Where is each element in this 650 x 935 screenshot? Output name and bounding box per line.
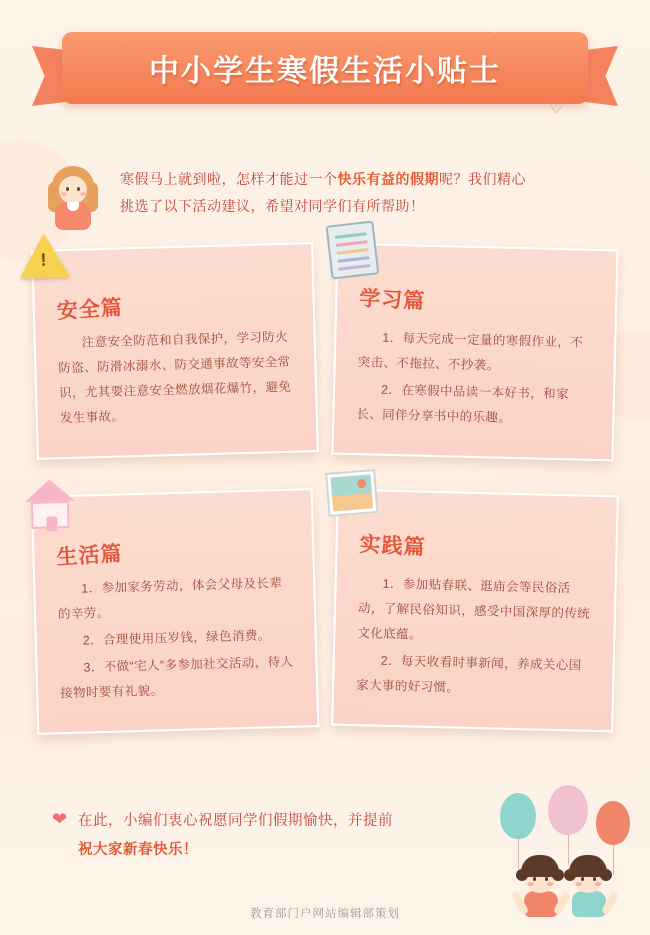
- pink-balloon-icon: [548, 785, 588, 835]
- card-paragraph: 1．参加家务劳动，体会父母及长辈的辛劳。: [57, 576, 283, 622]
- footer-line2: 祝大家新春快乐！: [78, 842, 198, 858]
- card-practice: [334, 492, 616, 731]
- girl-avatar-icon: [40, 158, 106, 232]
- intro-highlight: 快乐有益的假期: [337, 171, 439, 187]
- heart-icon: ♡: [150, 24, 159, 35]
- card-life: [34, 492, 316, 731]
- card-text-life: [57, 571, 295, 706]
- heart-icon: ♡: [489, 22, 500, 36]
- card-text-practice: [356, 571, 593, 704]
- warning-triangle-icon: [19, 233, 72, 286]
- heart-icon: ❤: [52, 809, 68, 829]
- title-banner: [62, 32, 588, 104]
- heart-icon: ♡: [548, 98, 564, 117]
- page-title: 中小学生寒假生活小贴士: [149, 55, 501, 88]
- footer-message: [78, 807, 508, 865]
- card-paragraph: 3．不做“宅人”多参加社交活动，待人接物时要有礼貌。: [60, 654, 294, 701]
- card-title-study: 学习篇: [358, 287, 426, 314]
- page-footer: [0, 785, 650, 935]
- page-header: [0, 0, 650, 130]
- card-paragraph: 2．每天收看时事新闻，养成关心国家大事的好习惯。: [355, 653, 582, 695]
- orange-balloon-icon: [596, 801, 630, 845]
- card-paragraph: 注意安全防范和自我保护，学习防火防盗、防滑冰溺水、防交通事故等安全常识，尤其要注意安全燃放烟花爆竹，避免发生事故。: [58, 329, 292, 426]
- card-text-study: [356, 325, 592, 433]
- card-body-safety: [31, 242, 319, 460]
- card-title-practice: 实践篇: [358, 533, 427, 560]
- card-safety: [34, 246, 316, 458]
- footer-line1: 在此，小编们衷心祝愿同学们假期愉快，并提前: [78, 813, 393, 829]
- card-paragraph: 2．合理使用压岁钱，绿色消费。: [82, 628, 271, 648]
- intro-line2: 挑选了以下活动建议，希望对同学们有所帮助！: [120, 197, 425, 214]
- intro-section: [40, 158, 610, 232]
- card-text-safety: [57, 325, 294, 431]
- card-body-practice: [331, 489, 619, 733]
- credit-line: 教育部门户网站编辑部策划: [250, 908, 400, 920]
- card-study: [334, 246, 616, 458]
- card-title-life: 生活篇: [55, 542, 124, 570]
- card-paragraph: 1．每天完成一定量的寒假作业，不突击、不拖拉、不抄袭。: [357, 330, 584, 373]
- intro-text: [106, 158, 610, 219]
- card-title-safety: 安全篇: [56, 296, 124, 324]
- card-body-study: [331, 243, 618, 462]
- tips-card-grid: [34, 246, 616, 731]
- warning-mark: !: [40, 249, 47, 270]
- card-paragraph: 1．参加贴春联、逛庙会等民俗活动，了解民俗知识，感受中国深厚的传统文化底蕴。: [357, 576, 591, 642]
- intro-line1-a: 寒假马上就到啦，怎样才能过一个: [120, 171, 338, 187]
- card-paragraph: 2．在寒假中品读一本好书，和家长、同伴分享书中的乐趣。: [356, 382, 570, 425]
- photo-icon: [326, 470, 379, 523]
- card-body-life: [31, 488, 320, 735]
- notebook-icon: [328, 222, 381, 275]
- intro-line1-b: 呢？我们精心: [439, 171, 526, 187]
- house-icon: [24, 479, 77, 532]
